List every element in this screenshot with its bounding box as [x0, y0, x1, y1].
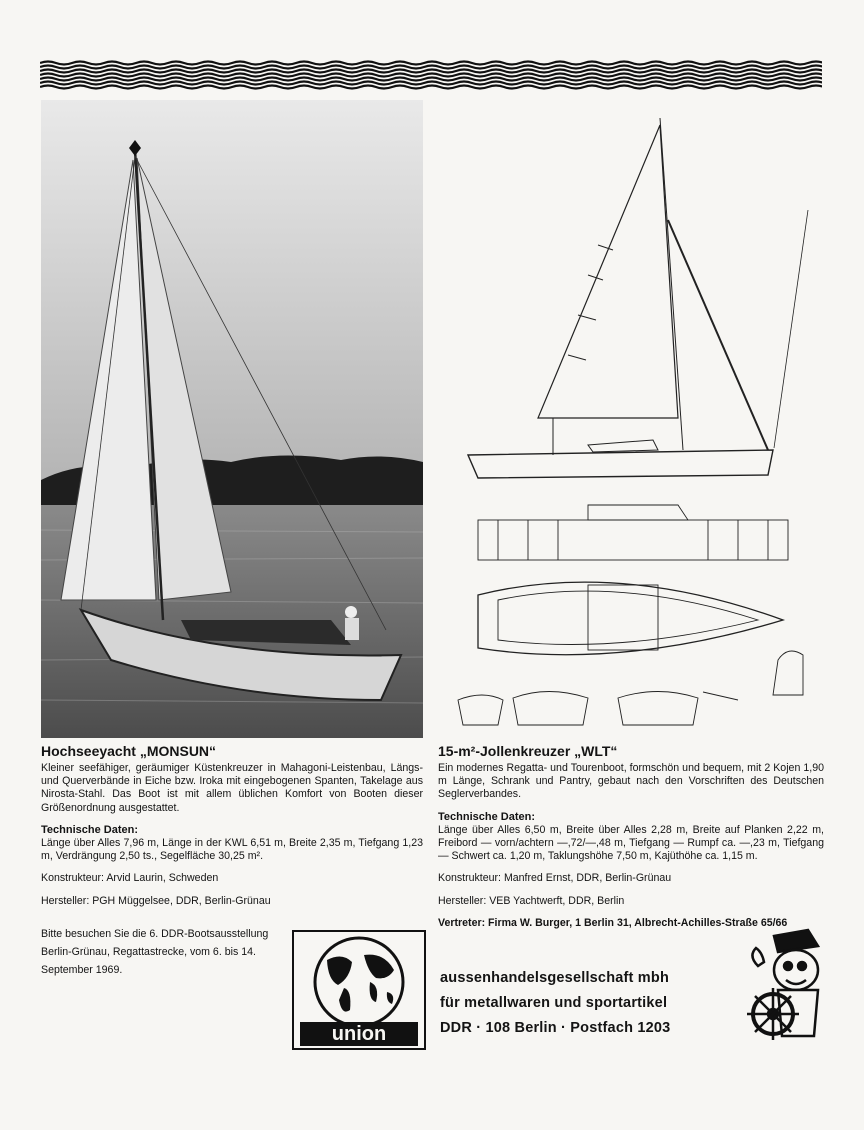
- company-block: [440, 966, 670, 1041]
- sailor-mascot-icon: [728, 926, 836, 1054]
- globe-logo-icon: [292, 930, 426, 1050]
- union-logo: [292, 930, 426, 1050]
- wlt-tech-heading: Technische Daten:: [438, 810, 535, 823]
- sail-plan-drawing: [438, 100, 824, 738]
- wlt-maker: Hersteller: VEB Yachtwerft, DDR, Berlin: [438, 894, 625, 907]
- wlt-tech-text: Länge über Alles 6,50 m, Breite über Alles 2,28 m, Breite auf Planken 2,22 m, Freibord — vorn/achtern —,72/—,48 m, Tiefgang — Rumpf ca. —,23 m, Tiefgang — Schwert ca. 1,20 m, Taklungshöhe 7,50 m, Kajüthöhe ca. 1,15 m.: [438, 823, 824, 863]
- sailboat-photo: [41, 100, 423, 738]
- monsun-tech-heading: Technische Daten:: [41, 823, 138, 836]
- wlt-title: 15-m²-Jollenkreuzer „WLT“: [438, 743, 618, 759]
- monsun-maker: Hersteller: PGH Müggelsee, DDR, Berlin-Grünau: [41, 894, 271, 907]
- monsun-designer: Konstrukteur: Arvid Laurin, Schweden: [41, 872, 219, 885]
- monsun-intro: Kleiner seefähiger, geräumiger Küstenkreuzer in Mahagoni-Leistenbau, Längs- und Querverbände in Eiche bzw. Iroka mit eingebogenen Spanten, Takelage aus Nirosta-Stahl. Das Boot ist mit allem üblichen Komfort von Booten dieser Größenordnung ausgestattet.: [41, 762, 423, 814]
- wlt-agent: Vertreter: Firma W. Burger, 1 Berlin 31, Albrecht-Achilles-Straße 65/66: [438, 916, 788, 929]
- monsun-tech-text: Länge über Alles 7,96 m, Länge in der KWL 6,51 m, Breite 2,35 m, Tiefgang 1,23 m, Verdrängung 2,50 ts., Segelfläche 30,25 m².: [41, 837, 423, 863]
- wave-band-icon: [40, 60, 822, 92]
- logo-wordmark: union: [331, 1023, 387, 1045]
- company-line1: aussenhandelsgesellschaft mbh: [440, 970, 670, 986]
- monsun-title: Hochseeyacht „MONSUN“: [41, 743, 217, 759]
- wlt-designer: Konstrukteur: Manfred Ernst, DDR, Berlin-Grünau: [438, 872, 672, 885]
- exhibition-note: Bitte besuchen Sie die 6. DDR-Bootsausstellung Berlin-Grünau, Regattastrecke, vom 6. bis 14. September 1969.: [41, 928, 269, 976]
- company-address: DDR · 108 Berlin · Postfach 1203: [440, 1020, 671, 1036]
- company-line2: für metallwaren und sportartikel: [440, 995, 668, 1011]
- wlt-intro: Ein modernes Regatta- und Tourenboot, formschön und bequem, mit 2 Kojen 1,90 m Länge, Schrank und Pantry, gebaut nach den Vorschriften des Deutschen Seglerverbandes.: [438, 762, 824, 801]
